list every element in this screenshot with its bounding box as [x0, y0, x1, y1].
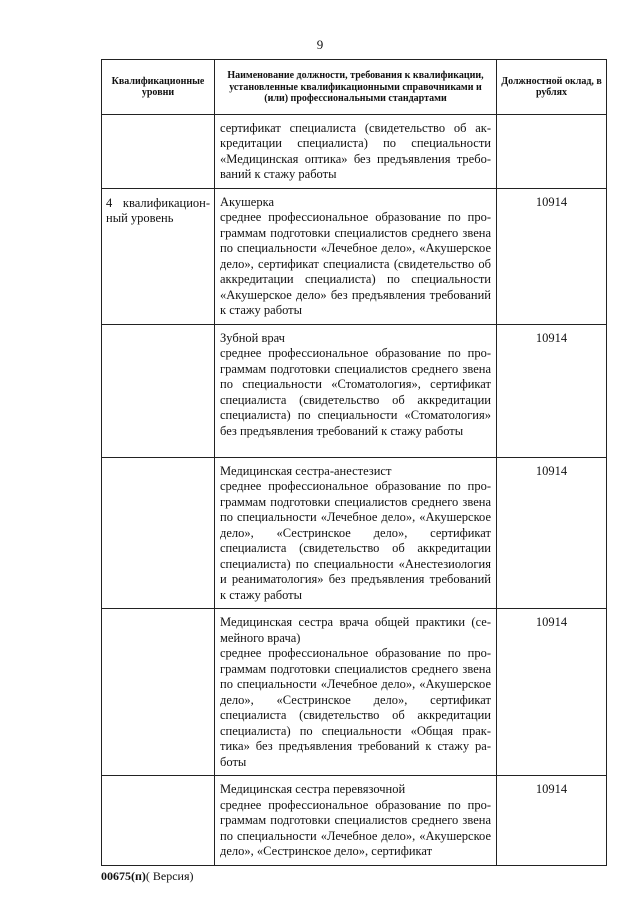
header-salary: Должностной оклад, в рублях [497, 60, 607, 115]
position-title: Зубной врач [220, 330, 285, 345]
level-cell [102, 457, 215, 609]
position-cell [215, 776, 497, 866]
position-title: Медицинская сестра врача общей практики (семейного врача) [220, 615, 491, 645]
document-code: 00675(п) [101, 869, 146, 883]
salary-cell: 10914 [497, 324, 607, 457]
position-cell [215, 324, 497, 457]
header-qualification-levels: Квалификационные уровни [102, 60, 215, 115]
header-position-requirements: Наименование должности, требования к квалификации, установленные квалификационными справочниками и (или) профессиональными стандартами [215, 60, 497, 115]
table-row [102, 188, 607, 324]
salary-cell: 10914 [497, 457, 607, 609]
salary-cell [497, 114, 607, 188]
salary-cell: 10914 [497, 609, 607, 776]
position-title: Медицинская сестра перевязочной [220, 782, 406, 796]
position-requirements: среднее профессиональное образование по программам подготовки специалистов среднего звена по специальности «Лечебное дело», «Акушерское дело», «Сестринское дело», сертификат специалиста (свидетельство об аккредитации специалиста) по специальности «Общая практика» без предъявления требований к стажу работы [220, 646, 491, 769]
position-title: Акушерка [220, 194, 275, 209]
document-version: ( Версия) [145, 869, 194, 883]
level-cell [102, 324, 215, 457]
level-cell [102, 776, 215, 866]
level-cell [102, 114, 215, 188]
position-requirements: среднее профессиональное образование по программам подготовки специалистов среднего звена по специальности «Стоматология», сертификат специалиста (свидетельство об аккредитации специалиста) по специальности «Стоматология» без предъявления требований к стажу работы [220, 346, 491, 438]
salary-cell: 10914 [497, 188, 607, 324]
position-cell [215, 457, 497, 609]
position-cell [215, 609, 497, 776]
page-number: 9 [316, 37, 324, 52]
table-row [102, 114, 607, 188]
table-row [102, 609, 607, 776]
position-cell [215, 188, 497, 324]
qualification-table [101, 59, 607, 866]
table-row [102, 457, 607, 609]
position-cell [215, 114, 497, 188]
document-footer [101, 869, 194, 884]
level-cell [102, 609, 215, 776]
position-requirements: среднее профессиональное образование по программам подготовки специалистов среднего звена по специальности «Лечебное дело», «Акушерское дело», «Сестринское дело», сертификат [220, 797, 491, 858]
salary-cell: 10914 [497, 776, 607, 866]
position-requirements: сертификат специалиста (свидетельство об аккредитации специалиста) по специальности «Медицинская оптика» без предъявления требований к стажу работы [220, 120, 491, 181]
table-header-row [102, 60, 607, 115]
position-title: Медицинская сестра-анестезист [220, 463, 392, 478]
position-requirements: среднее профессиональное образование по программам подготовки специалистов среднего звена по специальности «Лечебное дело», «Акушерское дело», сертификат специалиста (свидетельство об аккредитации специалиста) по специальности «Акушерское дело» без предъявления требований к стажу работы [220, 210, 491, 317]
level-cell: 4 квалификационный уровень [102, 188, 215, 324]
position-requirements: среднее профессиональное образование по программам подготовки специалистов среднего звена по специальности «Лечебное дело», «Акушерское дело», «Сестринское дело», сертификат специалиста (свидетельство об аккредитации специалиста) по специальности «Анестезиология и реаниматология» без предъявления требований к стажу работы [220, 479, 491, 602]
table-row [102, 776, 607, 866]
table-row [102, 324, 607, 457]
